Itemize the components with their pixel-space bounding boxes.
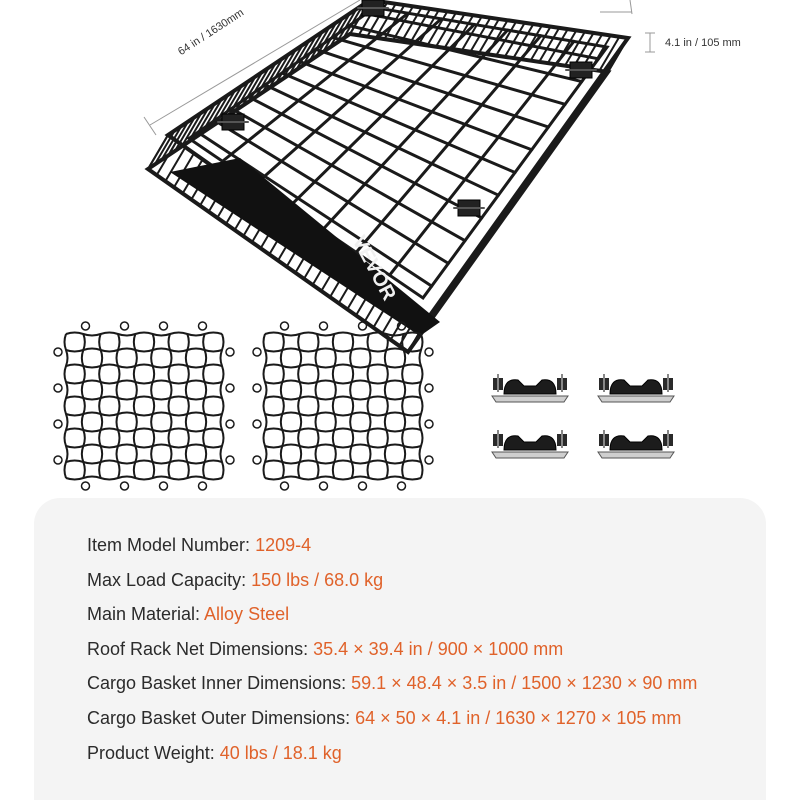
spec-max-load-capacity bbox=[87, 563, 697, 598]
mounting-brackets-image bbox=[492, 374, 674, 458]
spec-label: Max Load Capacity: bbox=[87, 569, 252, 590]
brand-plate bbox=[170, 158, 440, 336]
brand-logo-text: VEVOR bbox=[347, 232, 400, 305]
spec-value: 59.1 × 48.4 × 3.5 in / 1500 × 1230 × 90 mm bbox=[351, 673, 698, 694]
spec-value: 1209-4 bbox=[255, 535, 312, 555]
specifications-list bbox=[87, 528, 697, 770]
spec-value: Alloy Steel bbox=[204, 604, 290, 625]
specifications-card bbox=[34, 498, 766, 800]
spec-value: 40 lbs / 18.1 kg bbox=[219, 742, 342, 763]
spec-roof-rack-net-dimensions bbox=[87, 632, 697, 667]
spec-label: Item Model Number: bbox=[87, 535, 256, 555]
cargo-net-image bbox=[253, 322, 433, 490]
spec-value: 150 lbs / 68.0 kg bbox=[251, 569, 384, 590]
spec-item-model-number bbox=[87, 528, 697, 563]
length-dimension-label: 64 in / 1630mm bbox=[176, 6, 247, 59]
spec-label: Roof Rack Net Dimensions: bbox=[87, 638, 314, 659]
height-dimension-line bbox=[600, 0, 655, 52]
spec-basket-outer-dimensions bbox=[87, 701, 697, 736]
spec-basket-inner-dimensions bbox=[87, 666, 697, 701]
spec-label: Cargo Basket Inner Dimensions: bbox=[87, 673, 352, 694]
spec-label: Main Material: bbox=[87, 604, 205, 625]
spec-label: Product Weight: bbox=[87, 742, 220, 763]
spec-product-weight bbox=[87, 736, 697, 771]
spec-main-material bbox=[87, 597, 697, 632]
spec-label: Cargo Basket Outer Dimensions: bbox=[87, 707, 356, 728]
spec-value: 64 × 50 × 4.1 in / 1630 × 1270 × 105 mm bbox=[355, 707, 682, 728]
cargo-net-image bbox=[54, 322, 234, 490]
height-dimension-label: 4.1 in / 105 mm bbox=[665, 37, 741, 49]
spec-value: 35.4 × 39.4 in / 900 × 1000 mm bbox=[313, 638, 564, 659]
